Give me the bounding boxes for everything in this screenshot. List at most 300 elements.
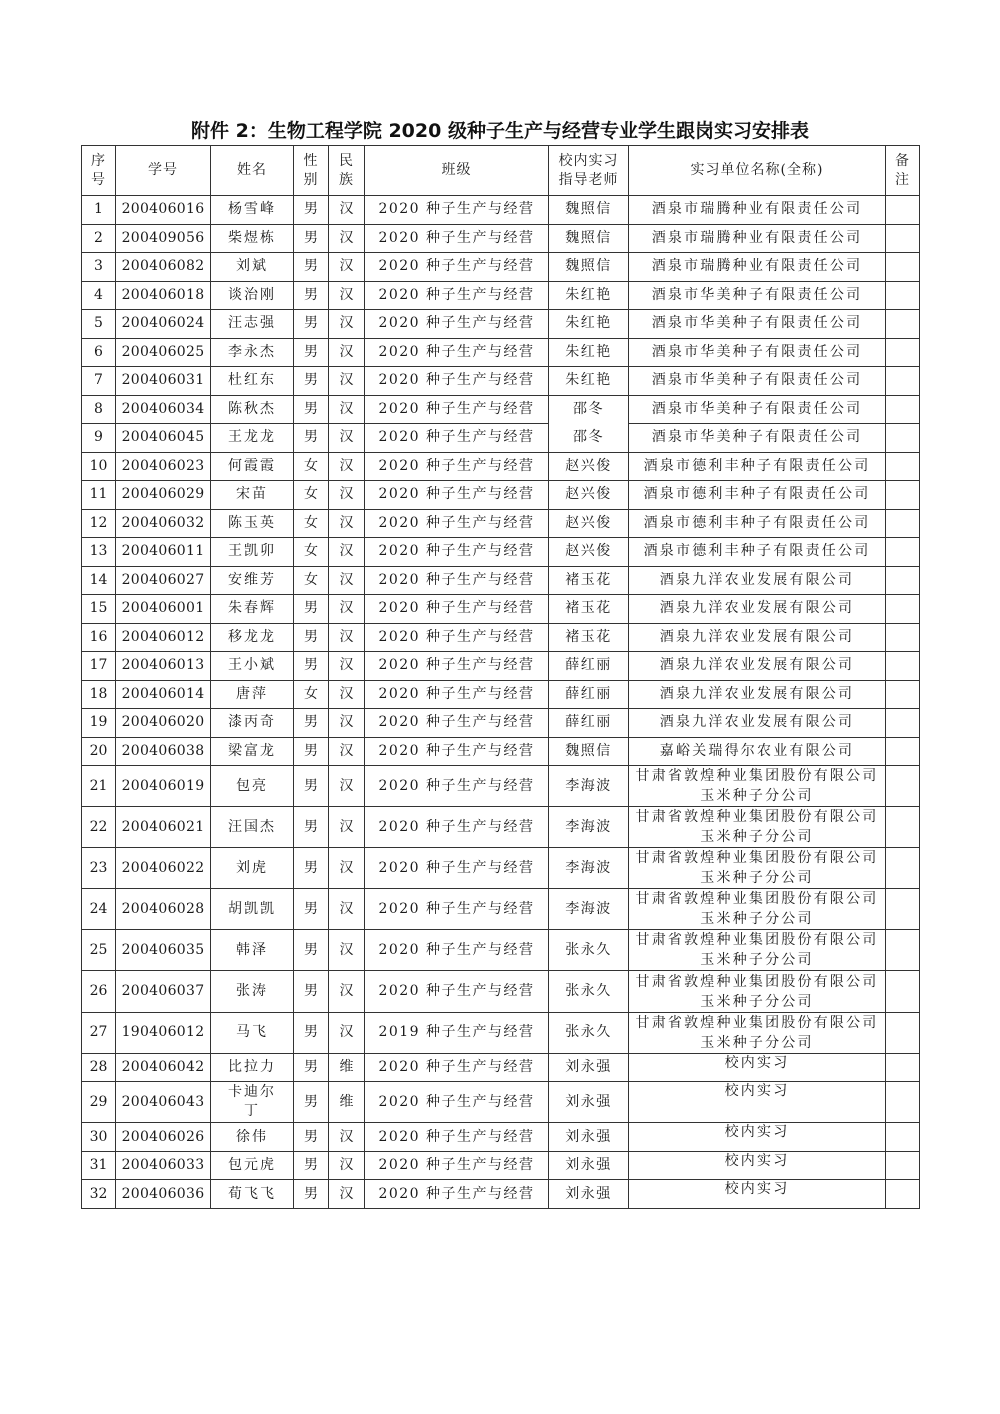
internship-schedule-table bbox=[81, 145, 920, 1209]
cell-class: 2020 种子生产与经营 bbox=[365, 509, 549, 538]
cell-name: 刘斌 bbox=[211, 253, 294, 282]
cell-student-id: 200409056 bbox=[116, 224, 211, 253]
cell-class: 2020 种子生产与经营 bbox=[365, 930, 549, 971]
cell-class: 2020 种子生产与经营 bbox=[365, 196, 549, 225]
cell-student-id: 200406043 bbox=[116, 1082, 211, 1123]
cell-student-id: 200406014 bbox=[116, 680, 211, 709]
cell-ethnicity: 汉 bbox=[329, 424, 365, 453]
cell-remark bbox=[886, 930, 920, 971]
cell-ethnicity: 汉 bbox=[329, 848, 365, 889]
table-row bbox=[82, 1151, 920, 1180]
cell-advisor: 李海波 bbox=[549, 766, 629, 807]
cell-class: 2020 种子生产与经营 bbox=[365, 1151, 549, 1180]
cell-ethnicity: 汉 bbox=[329, 595, 365, 624]
cell-unit: 酒泉市德利丰种子有限责任公司 bbox=[629, 452, 886, 481]
cell-remark bbox=[886, 538, 920, 567]
cell-ethnicity: 汉 bbox=[329, 709, 365, 738]
cell-ethnicity: 汉 bbox=[329, 889, 365, 930]
cell-name: 杨雪峰 bbox=[211, 196, 294, 225]
cell-name: 漆丙奇 bbox=[211, 709, 294, 738]
table-row bbox=[82, 709, 920, 738]
cell-name: 谈治刚 bbox=[211, 281, 294, 310]
cell-unit: 校内实习 bbox=[629, 1180, 886, 1209]
cell-ethnicity: 汉 bbox=[329, 253, 365, 282]
cell-unit: 酒泉市华美种子有限责任公司 bbox=[629, 367, 886, 396]
table-row bbox=[82, 566, 920, 595]
cell-advisor: 刘永强 bbox=[549, 1053, 629, 1082]
cell-class: 2020 种子生产与经营 bbox=[365, 807, 549, 848]
cell-unit: 酒泉市德利丰种子有限责任公司 bbox=[629, 538, 886, 567]
cell-gender: 男 bbox=[294, 1053, 329, 1082]
cell-advisor: 朱红艳 bbox=[549, 310, 629, 339]
header-gender: 性 别 bbox=[294, 146, 329, 196]
cell-class: 2020 种子生产与经营 bbox=[365, 623, 549, 652]
cell-ethnicity: 汉 bbox=[329, 1123, 365, 1152]
table-row bbox=[82, 1180, 920, 1209]
cell-advisor: 朱红艳 bbox=[549, 281, 629, 310]
cell-unit: 酒泉市华美种子有限责任公司 bbox=[629, 395, 886, 424]
cell-advisor: 朱红艳 bbox=[549, 367, 629, 396]
cell-unit: 酒泉市德利丰种子有限责任公司 bbox=[629, 481, 886, 510]
cell-unit: 酒泉市华美种子有限责任公司 bbox=[629, 310, 886, 339]
cell-gender: 女 bbox=[294, 680, 329, 709]
table-row bbox=[82, 509, 920, 538]
cell-seq: 14 bbox=[82, 566, 116, 595]
cell-remark bbox=[886, 367, 920, 396]
cell-seq: 8 bbox=[82, 395, 116, 424]
cell-ethnicity: 汉 bbox=[329, 310, 365, 339]
cell-remark bbox=[886, 807, 920, 848]
table-row bbox=[82, 766, 920, 807]
cell-student-id: 200406013 bbox=[116, 652, 211, 681]
cell-advisor: 魏照信 bbox=[549, 224, 629, 253]
cell-remark bbox=[886, 766, 920, 807]
cell-remark bbox=[886, 737, 920, 766]
cell-remark bbox=[886, 595, 920, 624]
cell-unit: 酒泉九洋农业发展有限公司 bbox=[629, 680, 886, 709]
cell-seq: 1 bbox=[82, 196, 116, 225]
cell-advisor: 魏照信 bbox=[549, 196, 629, 225]
cell-advisor: 邵冬 bbox=[549, 424, 629, 453]
cell-name: 包元虎 bbox=[211, 1151, 294, 1180]
cell-student-id: 200406035 bbox=[116, 930, 211, 971]
cell-advisor: 薛红丽 bbox=[549, 709, 629, 738]
cell-ethnicity: 汉 bbox=[329, 566, 365, 595]
cell-student-id: 190406012 bbox=[116, 1012, 211, 1053]
cell-seq: 20 bbox=[82, 737, 116, 766]
cell-advisor: 褚玉花 bbox=[549, 623, 629, 652]
header-remark: 备 注 bbox=[886, 146, 920, 196]
cell-unit: 酒泉九洋农业发展有限公司 bbox=[629, 709, 886, 738]
cell-class: 2019 种子生产与经营 bbox=[365, 1012, 549, 1053]
cell-remark bbox=[886, 680, 920, 709]
cell-seq: 15 bbox=[82, 595, 116, 624]
cell-name: 荀飞飞 bbox=[211, 1180, 294, 1209]
cell-remark bbox=[886, 424, 920, 453]
cell-gender: 男 bbox=[294, 652, 329, 681]
cell-remark bbox=[886, 452, 920, 481]
cell-seq: 29 bbox=[82, 1082, 116, 1123]
cell-name: 何霞霞 bbox=[211, 452, 294, 481]
cell-gender: 女 bbox=[294, 509, 329, 538]
cell-gender: 男 bbox=[294, 1123, 329, 1152]
cell-class: 2020 种子生产与经营 bbox=[365, 281, 549, 310]
cell-seq: 5 bbox=[82, 310, 116, 339]
cell-seq: 27 bbox=[82, 1012, 116, 1053]
cell-seq: 4 bbox=[82, 281, 116, 310]
cell-gender: 女 bbox=[294, 566, 329, 595]
cell-ethnicity: 汉 bbox=[329, 196, 365, 225]
cell-unit: 酒泉九洋农业发展有限公司 bbox=[629, 595, 886, 624]
cell-seq: 10 bbox=[82, 452, 116, 481]
cell-advisor: 刘永强 bbox=[549, 1082, 629, 1123]
cell-seq: 30 bbox=[82, 1123, 116, 1152]
cell-unit: 酒泉九洋农业发展有限公司 bbox=[629, 623, 886, 652]
cell-gender: 男 bbox=[294, 930, 329, 971]
cell-ethnicity: 汉 bbox=[329, 766, 365, 807]
cell-name: 卡迪尔丁 bbox=[211, 1082, 294, 1123]
cell-seq: 9 bbox=[82, 424, 116, 453]
cell-gender: 男 bbox=[294, 224, 329, 253]
cell-student-id: 200406026 bbox=[116, 1123, 211, 1152]
cell-ethnicity: 汉 bbox=[329, 538, 365, 567]
cell-name: 包亮 bbox=[211, 766, 294, 807]
table-row bbox=[82, 338, 920, 367]
cell-name: 陈秋杰 bbox=[211, 395, 294, 424]
cell-student-id: 200406029 bbox=[116, 481, 211, 510]
table-row bbox=[82, 680, 920, 709]
cell-ethnicity: 汉 bbox=[329, 509, 365, 538]
cell-unit: 校内实习 bbox=[629, 1053, 886, 1082]
cell-seq: 26 bbox=[82, 971, 116, 1012]
cell-student-id: 200406023 bbox=[116, 452, 211, 481]
cell-student-id: 200406024 bbox=[116, 310, 211, 339]
cell-unit: 校内实习 bbox=[629, 1151, 886, 1180]
cell-student-id: 200406042 bbox=[116, 1053, 211, 1082]
cell-name: 李永杰 bbox=[211, 338, 294, 367]
header-class: 班级 bbox=[365, 146, 549, 196]
cell-student-id: 200406038 bbox=[116, 737, 211, 766]
cell-advisor: 赵兴俊 bbox=[549, 481, 629, 510]
cell-ethnicity: 汉 bbox=[329, 1151, 365, 1180]
cell-gender: 男 bbox=[294, 1082, 329, 1123]
cell-unit: 校内实习 bbox=[629, 1082, 886, 1123]
cell-advisor: 邵冬 bbox=[549, 395, 629, 424]
cell-advisor: 刘永强 bbox=[549, 1123, 629, 1152]
cell-name: 汪国杰 bbox=[211, 807, 294, 848]
cell-student-id: 200406020 bbox=[116, 709, 211, 738]
table-row bbox=[82, 595, 920, 624]
table-row bbox=[82, 652, 920, 681]
cell-name: 朱春辉 bbox=[211, 595, 294, 624]
cell-name: 唐萍 bbox=[211, 680, 294, 709]
cell-class: 2020 种子生产与经营 bbox=[365, 766, 549, 807]
cell-unit: 酒泉市德利丰种子有限责任公司 bbox=[629, 509, 886, 538]
cell-unit: 酒泉九洋农业发展有限公司 bbox=[629, 566, 886, 595]
cell-ethnicity: 汉 bbox=[329, 1180, 365, 1209]
cell-unit: 甘肃省敦煌种业集团股份有限公司玉米种子分公司 bbox=[629, 930, 886, 971]
cell-student-id: 200406016 bbox=[116, 196, 211, 225]
cell-remark bbox=[886, 1053, 920, 1082]
table-row bbox=[82, 1082, 920, 1123]
cell-gender: 男 bbox=[294, 595, 329, 624]
cell-gender: 男 bbox=[294, 367, 329, 396]
cell-seq: 17 bbox=[82, 652, 116, 681]
cell-student-id: 200406037 bbox=[116, 971, 211, 1012]
cell-name: 宋苗 bbox=[211, 481, 294, 510]
cell-ethnicity: 汉 bbox=[329, 930, 365, 971]
cell-seq: 25 bbox=[82, 930, 116, 971]
cell-class: 2020 种子生产与经营 bbox=[365, 737, 549, 766]
cell-gender: 男 bbox=[294, 889, 329, 930]
cell-name: 王凯卯 bbox=[211, 538, 294, 567]
cell-seq: 16 bbox=[82, 623, 116, 652]
cell-remark bbox=[886, 281, 920, 310]
cell-unit: 嘉峪关瑞得尔农业有限公司 bbox=[629, 737, 886, 766]
cell-remark bbox=[886, 889, 920, 930]
cell-advisor: 张永久 bbox=[549, 1012, 629, 1053]
cell-student-id: 200406036 bbox=[116, 1180, 211, 1209]
cell-name: 梁富龙 bbox=[211, 737, 294, 766]
cell-name: 柴煜栋 bbox=[211, 224, 294, 253]
cell-unit: 酒泉市华美种子有限责任公司 bbox=[629, 281, 886, 310]
table-row bbox=[82, 367, 920, 396]
cell-seq: 7 bbox=[82, 367, 116, 396]
cell-seq: 11 bbox=[82, 481, 116, 510]
cell-gender: 男 bbox=[294, 807, 329, 848]
cell-advisor: 李海波 bbox=[549, 889, 629, 930]
header-advisor: 校内实习 指导老师 bbox=[549, 146, 629, 196]
header-name: 姓名 bbox=[211, 146, 294, 196]
cell-name: 王龙龙 bbox=[211, 424, 294, 453]
cell-gender: 女 bbox=[294, 481, 329, 510]
table-body bbox=[82, 196, 920, 1209]
cell-remark bbox=[886, 1180, 920, 1209]
cell-student-id: 200406025 bbox=[116, 338, 211, 367]
table-row bbox=[82, 395, 920, 424]
cell-class: 2020 种子生产与经营 bbox=[365, 1180, 549, 1209]
cell-advisor: 刘永强 bbox=[549, 1180, 629, 1209]
cell-advisor: 褚玉花 bbox=[549, 566, 629, 595]
cell-remark bbox=[886, 224, 920, 253]
header-student-id: 学号 bbox=[116, 146, 211, 196]
cell-class: 2020 种子生产与经营 bbox=[365, 971, 549, 1012]
table-row bbox=[82, 623, 920, 652]
cell-advisor: 褚玉花 bbox=[549, 595, 629, 624]
header-seq: 序 号 bbox=[82, 146, 116, 196]
cell-gender: 男 bbox=[294, 709, 329, 738]
cell-seq: 31 bbox=[82, 1151, 116, 1180]
cell-student-id: 200406045 bbox=[116, 424, 211, 453]
cell-remark bbox=[886, 566, 920, 595]
cell-gender: 男 bbox=[294, 1180, 329, 1209]
cell-gender: 男 bbox=[294, 971, 329, 1012]
cell-ethnicity: 汉 bbox=[329, 395, 365, 424]
cell-name: 张涛 bbox=[211, 971, 294, 1012]
cell-gender: 女 bbox=[294, 538, 329, 567]
cell-advisor: 赵兴俊 bbox=[549, 538, 629, 567]
cell-unit: 酒泉市华美种子有限责任公司 bbox=[629, 338, 886, 367]
cell-remark bbox=[886, 1123, 920, 1152]
cell-class: 2020 种子生产与经营 bbox=[365, 481, 549, 510]
cell-unit: 酒泉市瑞腾种业有限责任公司 bbox=[629, 253, 886, 282]
cell-advisor: 李海波 bbox=[549, 848, 629, 889]
cell-student-id: 200406022 bbox=[116, 848, 211, 889]
cell-advisor: 朱红艳 bbox=[549, 338, 629, 367]
cell-name: 徐伟 bbox=[211, 1123, 294, 1152]
header-ethnicity: 民 族 bbox=[329, 146, 365, 196]
cell-gender: 男 bbox=[294, 395, 329, 424]
table-row bbox=[82, 737, 920, 766]
cell-remark bbox=[886, 395, 920, 424]
cell-class: 2020 种子生产与经营 bbox=[365, 452, 549, 481]
cell-class: 2020 种子生产与经营 bbox=[365, 566, 549, 595]
cell-name: 陈玉英 bbox=[211, 509, 294, 538]
table-row bbox=[82, 1012, 920, 1053]
cell-gender: 男 bbox=[294, 281, 329, 310]
cell-class: 2020 种子生产与经营 bbox=[365, 709, 549, 738]
cell-remark bbox=[886, 652, 920, 681]
cell-ethnicity: 汉 bbox=[329, 224, 365, 253]
cell-remark bbox=[886, 338, 920, 367]
cell-advisor: 薛红丽 bbox=[549, 680, 629, 709]
cell-ethnicity: 汉 bbox=[329, 737, 365, 766]
cell-student-id: 200406021 bbox=[116, 807, 211, 848]
cell-student-id: 200406027 bbox=[116, 566, 211, 595]
cell-class: 2020 种子生产与经营 bbox=[365, 652, 549, 681]
cell-seq: 19 bbox=[82, 709, 116, 738]
cell-class: 2020 种子生产与经营 bbox=[365, 424, 549, 453]
table-row bbox=[82, 930, 920, 971]
cell-gender: 男 bbox=[294, 1012, 329, 1053]
cell-remark bbox=[886, 253, 920, 282]
cell-seq: 18 bbox=[82, 680, 116, 709]
cell-unit: 酒泉九洋农业发展有限公司 bbox=[629, 652, 886, 681]
cell-student-id: 200406082 bbox=[116, 253, 211, 282]
cell-name: 汪志强 bbox=[211, 310, 294, 339]
table-row bbox=[82, 807, 920, 848]
cell-class: 2020 种子生产与经营 bbox=[365, 224, 549, 253]
cell-ethnicity: 汉 bbox=[329, 1012, 365, 1053]
table-row bbox=[82, 224, 920, 253]
cell-student-id: 200406034 bbox=[116, 395, 211, 424]
cell-seq: 2 bbox=[82, 224, 116, 253]
cell-name: 杜红东 bbox=[211, 367, 294, 396]
cell-advisor: 李海波 bbox=[549, 807, 629, 848]
cell-seq: 28 bbox=[82, 1053, 116, 1082]
cell-unit: 甘肃省敦煌种业集团股份有限公司玉米种子分公司 bbox=[629, 1012, 886, 1053]
cell-student-id: 200406012 bbox=[116, 623, 211, 652]
cell-gender: 男 bbox=[294, 196, 329, 225]
cell-remark bbox=[886, 1151, 920, 1180]
cell-name: 马飞 bbox=[211, 1012, 294, 1053]
cell-class: 2020 种子生产与经营 bbox=[365, 889, 549, 930]
cell-unit: 酒泉市瑞腾种业有限责任公司 bbox=[629, 196, 886, 225]
cell-remark bbox=[886, 623, 920, 652]
cell-name: 王小斌 bbox=[211, 652, 294, 681]
cell-advisor: 赵兴俊 bbox=[549, 452, 629, 481]
table-row bbox=[82, 196, 920, 225]
cell-name: 胡凯凯 bbox=[211, 889, 294, 930]
cell-seq: 3 bbox=[82, 253, 116, 282]
cell-gender: 女 bbox=[294, 452, 329, 481]
cell-ethnicity: 汉 bbox=[329, 338, 365, 367]
cell-advisor: 赵兴俊 bbox=[549, 509, 629, 538]
cell-ethnicity: 维 bbox=[329, 1053, 365, 1082]
document-title: 附件 2：生物工程学院 2020 级种子生产与经营专业学生跟岗实习安排表 bbox=[191, 120, 809, 142]
table-header-row bbox=[82, 146, 920, 196]
cell-class: 2020 种子生产与经营 bbox=[365, 338, 549, 367]
cell-class: 2020 种子生产与经营 bbox=[365, 1123, 549, 1152]
cell-seq: 12 bbox=[82, 509, 116, 538]
table-row bbox=[82, 424, 920, 453]
table-row bbox=[82, 1053, 920, 1082]
cell-remark bbox=[886, 196, 920, 225]
table-row bbox=[82, 452, 920, 481]
cell-advisor: 魏照信 bbox=[549, 253, 629, 282]
cell-class: 2020 种子生产与经营 bbox=[365, 395, 549, 424]
cell-unit: 甘肃省敦煌种业集团股份有限公司玉米种子分公司 bbox=[629, 971, 886, 1012]
cell-unit: 酒泉市华美种子有限责任公司 bbox=[629, 424, 886, 453]
cell-advisor: 张永久 bbox=[549, 971, 629, 1012]
table-row bbox=[82, 481, 920, 510]
cell-seq: 23 bbox=[82, 848, 116, 889]
cell-seq: 22 bbox=[82, 807, 116, 848]
cell-seq: 32 bbox=[82, 1180, 116, 1209]
cell-gender: 男 bbox=[294, 848, 329, 889]
table-row bbox=[82, 281, 920, 310]
cell-ethnicity: 汉 bbox=[329, 623, 365, 652]
cell-class: 2020 种子生产与经营 bbox=[365, 367, 549, 396]
cell-student-id: 200406032 bbox=[116, 509, 211, 538]
cell-student-id: 200406028 bbox=[116, 889, 211, 930]
cell-class: 2020 种子生产与经营 bbox=[365, 1082, 549, 1123]
cell-ethnicity: 汉 bbox=[329, 971, 365, 1012]
cell-advisor: 魏照信 bbox=[549, 737, 629, 766]
cell-seq: 13 bbox=[82, 538, 116, 567]
cell-gender: 男 bbox=[294, 766, 329, 807]
cell-seq: 24 bbox=[82, 889, 116, 930]
table-row bbox=[82, 971, 920, 1012]
cell-class: 2020 种子生产与经营 bbox=[365, 680, 549, 709]
cell-ethnicity: 汉 bbox=[329, 367, 365, 396]
cell-remark bbox=[886, 848, 920, 889]
cell-ethnicity: 汉 bbox=[329, 452, 365, 481]
cell-name: 刘虎 bbox=[211, 848, 294, 889]
cell-class: 2020 种子生产与经营 bbox=[365, 1053, 549, 1082]
cell-class: 2020 种子生产与经营 bbox=[365, 253, 549, 282]
table-row bbox=[82, 889, 920, 930]
cell-unit: 甘肃省敦煌种业集团股份有限公司玉米种子分公司 bbox=[629, 807, 886, 848]
cell-unit: 甘肃省敦煌种业集团股份有限公司玉米种子分公司 bbox=[629, 889, 886, 930]
cell-class: 2020 种子生产与经营 bbox=[365, 848, 549, 889]
cell-ethnicity: 汉 bbox=[329, 481, 365, 510]
header-unit: 实习单位名称(全称) bbox=[629, 146, 886, 196]
cell-advisor: 张永久 bbox=[549, 930, 629, 971]
cell-gender: 男 bbox=[294, 253, 329, 282]
cell-gender: 男 bbox=[294, 623, 329, 652]
cell-gender: 男 bbox=[294, 737, 329, 766]
cell-remark bbox=[886, 481, 920, 510]
cell-ethnicity: 汉 bbox=[329, 807, 365, 848]
cell-student-id: 200406001 bbox=[116, 595, 211, 624]
cell-student-id: 200406011 bbox=[116, 538, 211, 567]
cell-advisor: 刘永强 bbox=[549, 1151, 629, 1180]
cell-name: 比拉力 bbox=[211, 1053, 294, 1082]
table-row bbox=[82, 848, 920, 889]
table-row bbox=[82, 1123, 920, 1152]
cell-student-id: 200406031 bbox=[116, 367, 211, 396]
